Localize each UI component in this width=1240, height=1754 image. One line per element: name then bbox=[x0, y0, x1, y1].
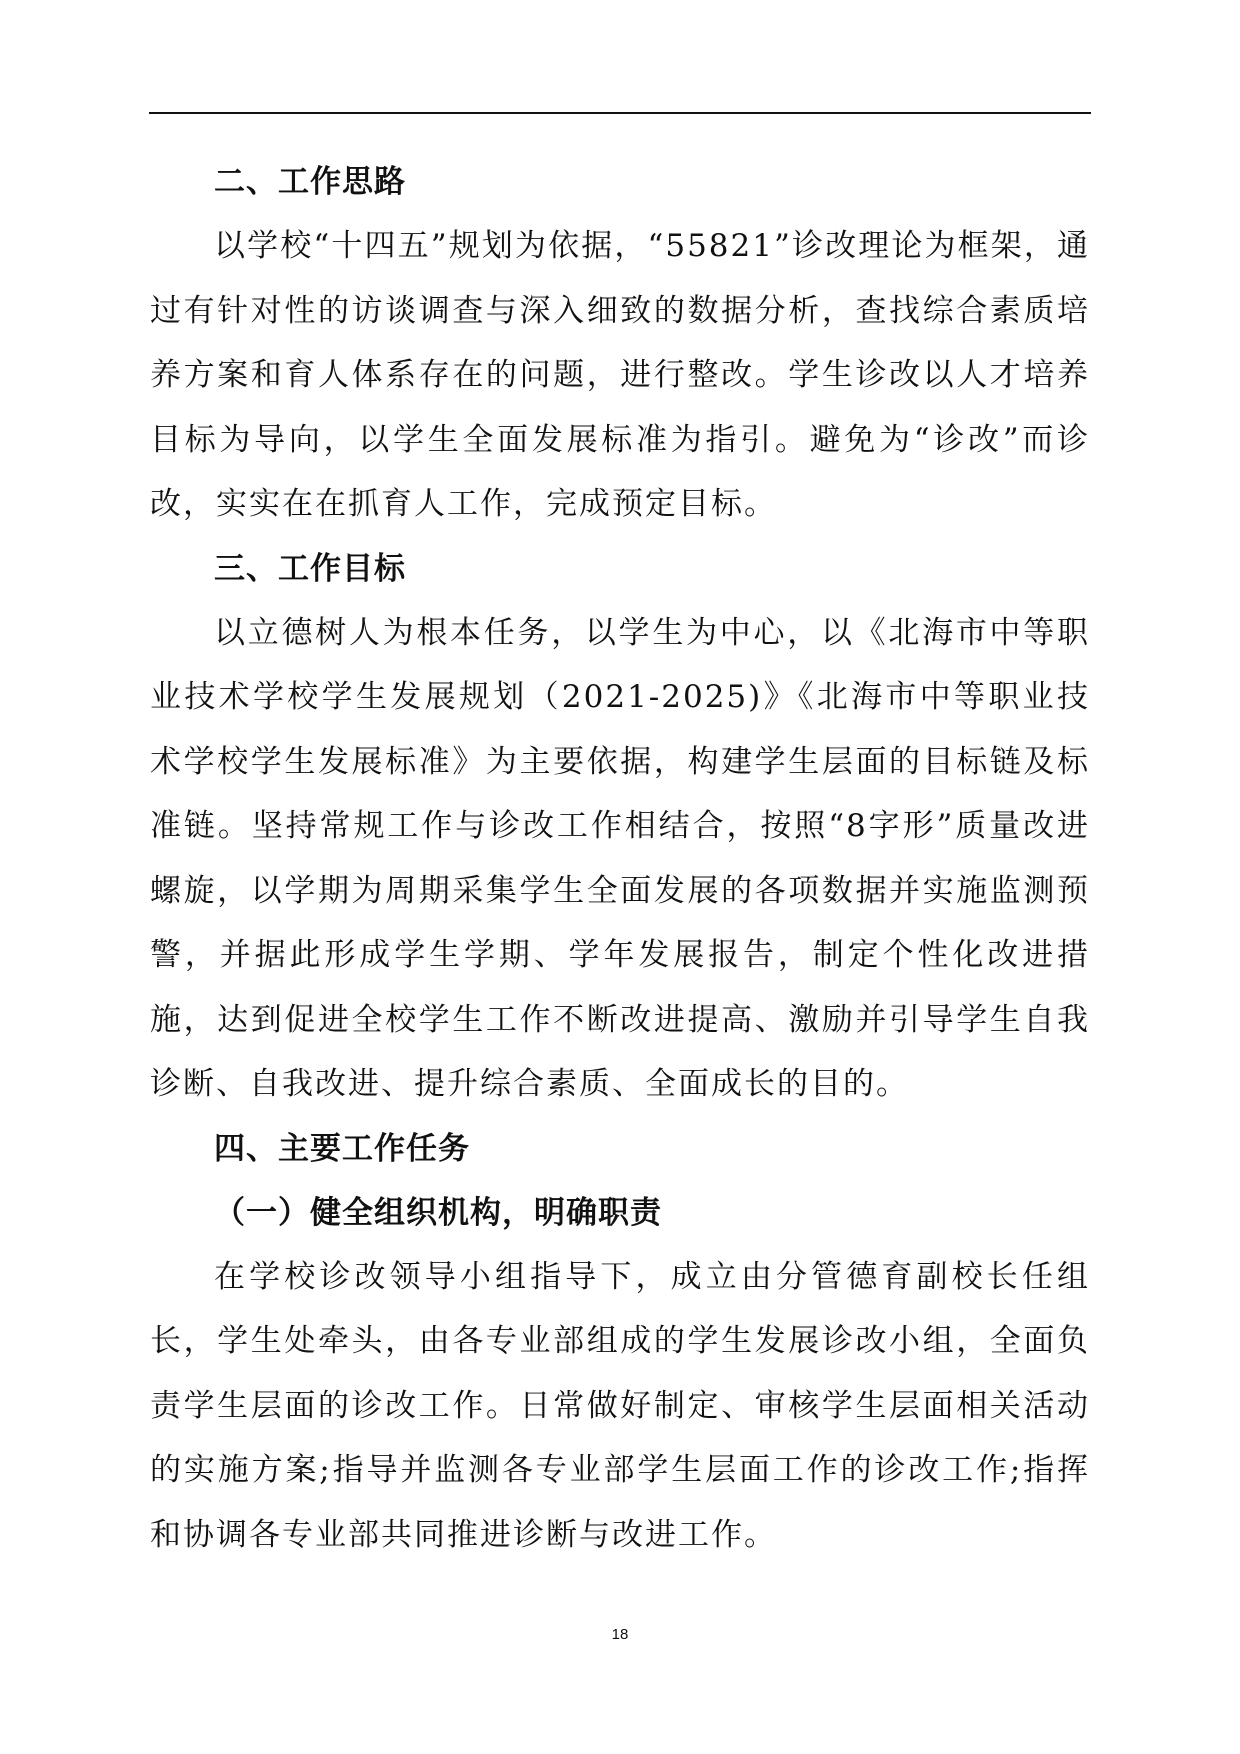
page-content bbox=[150, 150, 1090, 1567]
page-number: 18 bbox=[611, 1626, 629, 1643]
section-heading-main-tasks: 四、主要工作任务 bbox=[214, 1130, 470, 1167]
section-heading-work-approach: 二、工作思路 bbox=[214, 164, 406, 200]
section-heading-work-goals: 三、工作目标 bbox=[214, 550, 406, 587]
subsection-heading-organization: （一）健全组织机构，明确职责 bbox=[214, 1194, 662, 1231]
paragraph-work-approach: 以学校“十四五”规划为依据，“55821”诊改理论为框架，通过有针对性的访谈调查与深入细致的数据分析，查找综合素质培养方案和育人体系存在的问题，进行整改。学生诊改以人才培养目标为导向，以学生全面发展标准为指引。避免为“诊改”而诊改，实实在在抓育人工作，完成预定目标。 bbox=[150, 228, 1090, 522]
paragraph-work-goals: 以立德树人为根本任务，以学生为中心，以《北海市中等职业技术学校学生发展规划（2021-2025)》《北海市中等职业技术学校学生发展标准》为主要依据，构建学生层面的目标链及标准链。坚持常规工作与诊改工作相结合，按照“8字形”质量改进螺旋，以学期为周期采集学生全面发展的各项数据并实施监测预警，并据此形成学生学期、学年发展报告，制定个性化改进措施，达到促进全校学生工作不断改进提高、激励并引导学生自我诊断、自我改进、提升综合素质、全面成长的目的。 bbox=[150, 614, 1090, 1102]
header-rule bbox=[149, 112, 1091, 114]
paragraph-organization: 在学校诊改领导小组指导下，成立由分管德育副校长任组长，学生处牵头，由各专业部组成的学生发展诊改小组，全面负责学生层面的诊改工作。日常做好制定、审核学生层面相关活动的实施方案;指导并监测各专业部学生层面工作的诊改工作;指挥和协调各专业部共同推进诊断与改进工作。 bbox=[150, 1258, 1090, 1553]
